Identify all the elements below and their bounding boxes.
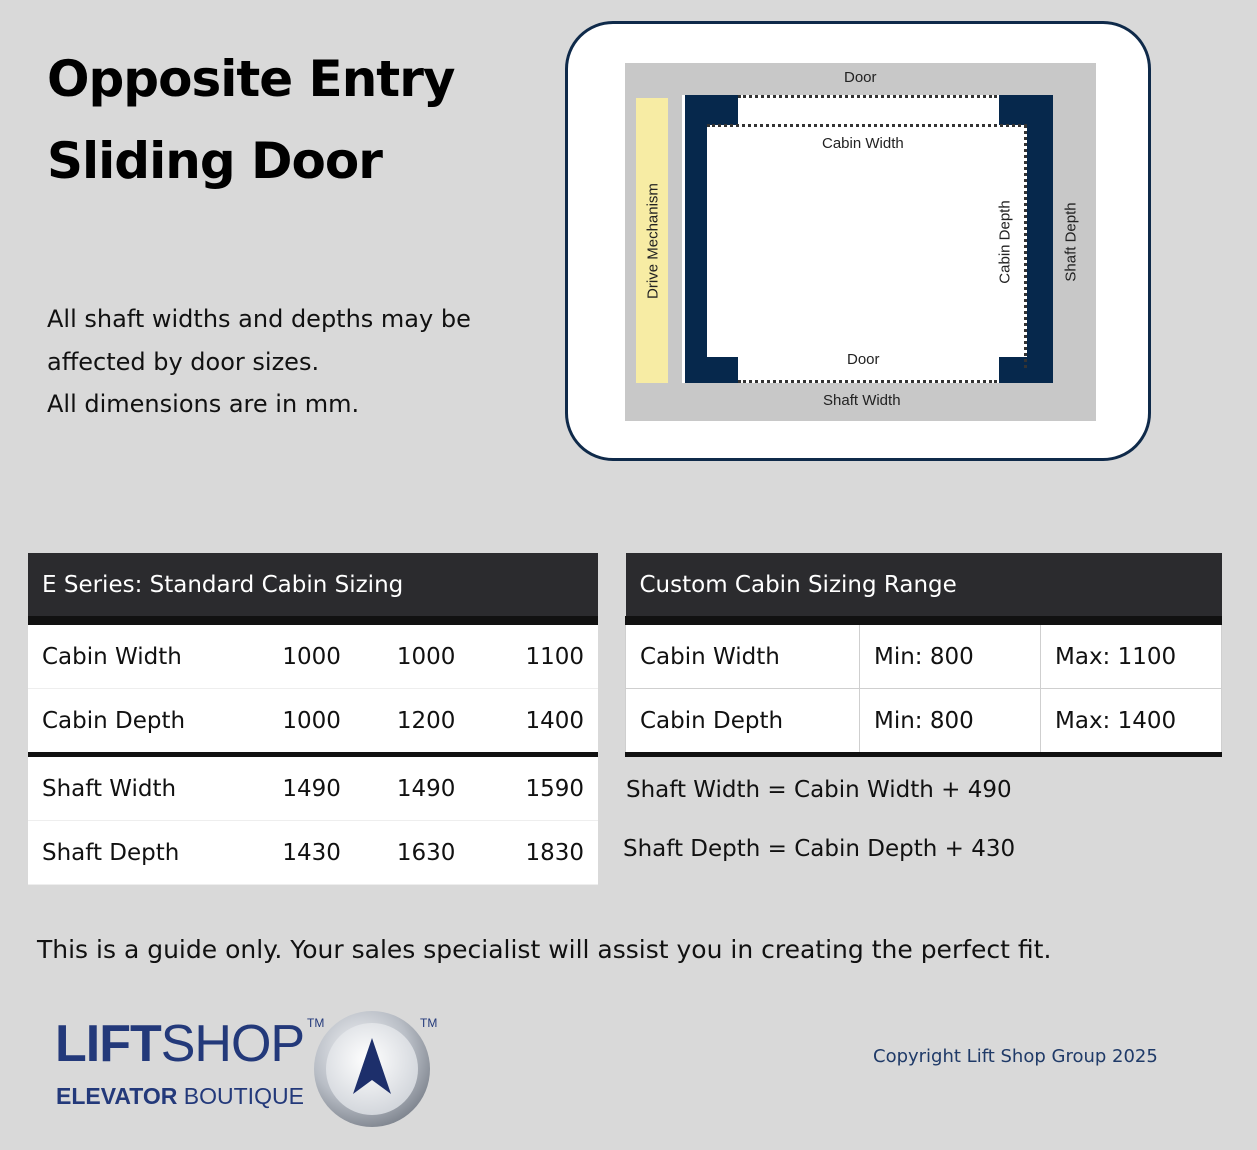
logo-lift-text: LIFT: [55, 1015, 161, 1073]
intro-line-3: All dimensions are in mm.: [47, 390, 360, 418]
table-cell: 1100: [483, 621, 598, 689]
table-row: [28, 621, 598, 689]
door-top-line: [738, 95, 997, 98]
door-bottom-line: [738, 380, 997, 383]
table-cell: 1000: [254, 689, 369, 755]
table-cell: 1630: [369, 821, 484, 885]
standard-sizing-table: [28, 553, 598, 885]
table-row: [626, 621, 1222, 689]
logo-tm-2: TM: [420, 1016, 438, 1030]
logo-shop-text: SHOP: [160, 1015, 305, 1073]
wall-edge-left: [682, 95, 685, 383]
shaft-depth-formula: Shaft Depth = Cabin Depth + 430: [623, 836, 1016, 862]
intro-line-2: affected by door sizes.: [47, 347, 320, 376]
table-row: [28, 821, 598, 885]
table-cell: 1400: [483, 689, 598, 755]
page-title: [47, 38, 547, 202]
door-top-label: Door: [844, 69, 877, 86]
row-label: Shaft Depth: [28, 821, 254, 885]
table-cell: 1590: [483, 755, 598, 821]
min-cell: Min: 800: [860, 621, 1041, 689]
row-label: Cabin Width: [626, 621, 860, 689]
cabin-depth-line: [1024, 125, 1027, 368]
logo-badge-icon: [313, 1010, 431, 1128]
table-cell: 1000: [369, 621, 484, 689]
logo-tm-1: TM: [307, 1016, 325, 1030]
table-row: [28, 689, 598, 755]
table-row: [28, 755, 598, 821]
table-cell: 1830: [483, 821, 598, 885]
row-label: Cabin Width: [28, 621, 254, 689]
logo-tagline: [56, 1083, 304, 1110]
table-cell: 1490: [254, 755, 369, 821]
title-line-2: Sliding Door: [47, 132, 382, 190]
shaft-width-label: Shaft Width: [823, 392, 901, 409]
cabin-width-label: Cabin Width: [822, 135, 904, 152]
row-label: Cabin Depth: [626, 689, 860, 755]
table-cell: 1430: [254, 821, 369, 885]
cabin-interior: [707, 125, 1027, 357]
drive-mechanism-label: Drive Mechanism: [644, 183, 662, 299]
table-cell: 1000: [254, 621, 369, 689]
guide-note: This is a guide only. Your sales specialist will assist you in creating the perfect fit.: [37, 935, 1052, 964]
table-cell: 1200: [369, 689, 484, 755]
logo-boutique-text: BOUTIQUE: [183, 1083, 304, 1109]
intro-line-1: All shaft widths and depths may be: [47, 305, 471, 333]
max-cell: Max: 1100: [1041, 621, 1222, 689]
cabin-width-line: [707, 124, 1027, 127]
table-row: [626, 689, 1222, 755]
max-cell: Max: 1400: [1041, 689, 1222, 755]
shaft-width-formula: Shaft Width = Cabin Width + 490: [626, 777, 1012, 803]
door-bottom-label: Door: [847, 351, 880, 368]
row-label: Cabin Depth: [28, 689, 254, 755]
min-cell: Min: 800: [860, 689, 1041, 755]
intro-text: [47, 298, 547, 426]
copyright-text: Copyright Lift Shop Group 2025: [873, 1046, 1158, 1067]
custom-table-title: Custom Cabin Sizing Range: [626, 553, 1222, 621]
shaft-depth-label: Shaft Depth: [1062, 202, 1080, 282]
table-cell: 1490: [369, 755, 484, 821]
row-label: Shaft Width: [28, 755, 254, 821]
logo-elevator-text: ELEVATOR: [56, 1083, 178, 1109]
standard-table-title: E Series: Standard Cabin Sizing: [28, 553, 598, 621]
title-line-1: Opposite Entry: [47, 50, 455, 108]
logo-wordmark: [55, 1014, 304, 1074]
custom-sizing-table: [625, 553, 1222, 757]
cabin-depth-label: Cabin Depth: [996, 200, 1014, 284]
